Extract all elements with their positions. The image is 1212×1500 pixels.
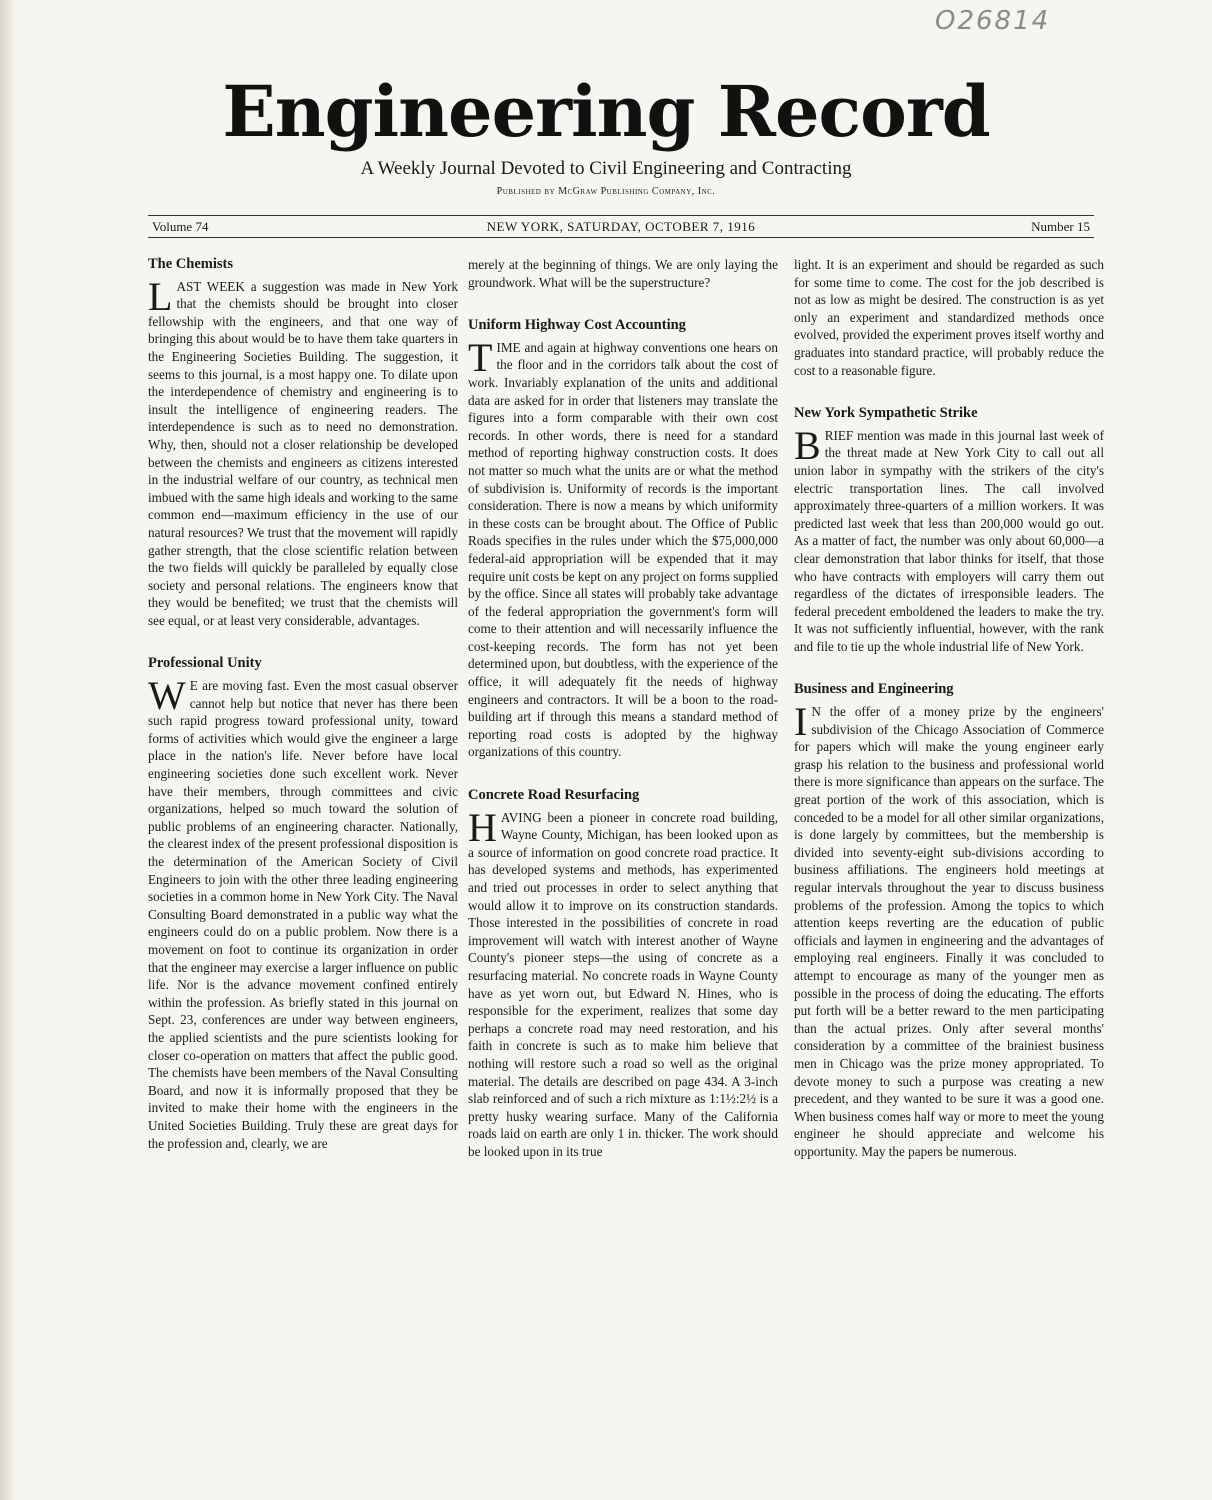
drop-cap: W: [148, 673, 186, 719]
article-text: N the offer of a money prize by the engineers' subdivision of the Chicago Association of Commerce for papers which will make the young engineer early grasp his relation to the business and professional world there is more significance than appears on the surface. The great portion of the work of this association, which is conceded to be a model for all other similar organizations, is done largely by committees, but the membership is divided into seventy-eight sub-divisions according to business affiliations. The engineers hold meetings at regular intervals throughout the year to discuss business problems of the profession. Among the topics to which attention keeps reverting are the education of public officials and laymen in engineering and the advantages of employing real engineers. Finally it was concluded to attempt to encourage as many of the younger men as possible in the process of doing the educating. The efforts put forth will be a better reward to the men participating than the actual prizes. Only after several months' consideration by a committee of the brainiest business men in Chicago was the prize money appropriated. To devote money to such a purpose was creating a new precedent, and they wanted to be sure it was a good one. When business comes half way or more to meet the young engineer he should appreciate and welcome his opportunity. May the papers be numerous.: [794, 704, 1104, 1159]
column-3: [794, 256, 1104, 1481]
column-2: [468, 256, 778, 1481]
article-heading: Business and Engineering: [794, 681, 954, 698]
journal-subtitle: A Weekly Journal Devoted to Civil Engineering and Contracting: [360, 158, 852, 179]
article-text: E are moving fast. Even the most casual observer cannot help but notice that never has there been such rapid progress toward professional unity, toward forms of activities which would give the engineer a large place in the nation's life. Never before have local engineering societies done such excellent work. Never have their members, through committees and civic organizations, helped so much toward the solution of public problems of an engineering character. Nationally, the clearest index of the present professional disposition is the determination of the American Society of Civil Engineers to join with the other three leading engineering societies in a common home in New York City. The Naval Consulting Board demonstrated in a public way what the engineers could do on a public problem. Now there is a movement on foot to continue its organization in order that the engineer may exercise a larger influence on public life. Nor is the advance movement confined entirely within the profession. As briefly stated in this journal on Sept. 23, conferences are under way between engineers, the applied scientists and the pure scientists looking for closer co-operation on matters that affect the public good. The chemists have been members of the Naval Consulting Board, and now it is informally proposed that they be invited to make their home with the engineers in the United Societies Building. Truly these are great days for the profession and, clearly, we are: [148, 678, 458, 1151]
article-body: [468, 334, 778, 761]
drop-cap: H: [468, 804, 497, 850]
article-text: RIEF mention was made in this journal last week of the threat made at New York City to call out all union labor in sympathy with the strikers of the city's electric transportation lines. The call involved approximately three-quarters of a million workers. It was predicted last week that less than 200,000 would go out. As a matter of fact, the number was only about 60,000—a clear demonstration that labor thinks for itself, that those who have contracts with employers will carry them out regardless of the dictates of irresponsible leaders. The federal precedent emboldened the leaders to make the try. It was not sufficiently influential, however, with the rank and file to tie up the whole industrial life of New York.: [794, 427, 1104, 654]
article-body: [468, 804, 778, 1161]
article-professional-unity: [148, 655, 458, 1152]
article-highway-cost-accounting: [468, 317, 778, 761]
article-heading: Uniform Highway Cost Accounting: [468, 317, 686, 334]
dateline-bar: [148, 215, 1094, 238]
drop-cap: T: [468, 334, 493, 380]
article-body: [794, 422, 1104, 656]
article-sympathetic-strike: [794, 405, 1104, 655]
article-the-chemists: [148, 256, 458, 629]
publisher-line: Published by McGraw Publishing Company, Inc.: [496, 186, 716, 197]
article-body: [794, 699, 1104, 1160]
drop-cap: I: [794, 699, 808, 745]
handwritten-note: O26814: [935, 6, 1051, 36]
issue-number: Number 15: [1031, 219, 1090, 234]
issue-date: NEW YORK, SATURDAY, OCTOBER 7, 1916: [486, 219, 756, 234]
article-concrete-road-resurfacing: [468, 787, 778, 1160]
volume-label: Volume 74: [152, 219, 209, 234]
page-binding-edge: [0, 0, 14, 1500]
column-1: [148, 256, 458, 1481]
article-body: [148, 673, 458, 1152]
article-continuation: light. It is an experiment and should be regarded as such for some time to come. The cost for the job described is not as low as might be desired. The construction is as yet only an experiment and standardized methods once evolved, provided the experiment proves itself worthy and graduates into standard practice, will probably reduce the cost to a reasonable figure.: [794, 257, 1104, 378]
article-heading: Professional Unity: [148, 655, 262, 672]
article-heading: New York Sympathetic Strike: [794, 405, 978, 422]
article-text: AST WEEK a suggestion was made in New York that the chemists should be brought into closer fellowship with the engineers, and that one way of bringing this about would be to have them take quarters in the Engineering Societies Building. The suggestion, it seems to this journal, is a most happy one. To dilate upon the interdependence of chemistry and engineering is to insult the intelligence of engineering readers. The interdependence is such as to need no demonstration. Why, then, should not a closer relationship be developed between the chemists and engineers as citizens interested in the industrial welfare of our country, as technical men imbued with the same high ideals and working to the same common end—maximum efficiency in the use of our natural resources? We trust that the movement will rapidly gather strength, that the close scientific relation between the two fields will quickly be paralleled by equally close society and personal relations. The engineers know that they would be benefited; we trust that the chemists will see equal, or at least very considerable, advantages.: [148, 278, 458, 628]
article-continuation: merely at the beginning of things. We are only laying the groundwork. What will be the superstructure?: [468, 257, 778, 290]
drop-cap: L: [148, 273, 173, 319]
article-text: AVING been a pioneer in concrete road building, Wayne County, Michigan, has been looked upon as a source of information on good concrete road practice. It has developed systems and methods, has experimented and tried out processes in order to select anything that would allow it to improve on its construction standards. Those interested in the possibilities of concrete in road improvement will watch with interest another of Wayne County's pioneer steps—the using of concrete as a resurfacing material. No concrete roads in Wayne County have as yet worn out, but Edward N. Hines, who is responsible for the experiment, realizes that some day perhaps a concrete road may need restoration, and his faith in concrete is such as to make him believe that nothing will restore such a road so well as the original material. The details are described on page 434. A 3-inch slab reinforced and of such a rich mixture as 1:1½:2½ is a pretty husky wearing surface. Many of the California roads laid on earth are only 1 in. thicker. The work should be looked upon in its true: [468, 809, 778, 1159]
article-heading: The Chemists: [148, 256, 233, 272]
drop-cap: B: [794, 422, 821, 468]
article-heading: Concrete Road Resurfacing: [468, 787, 640, 804]
article-body: [148, 273, 458, 630]
article-text: IME and again at highway conventions one hears on the floor and in the corridors talk about the cost of work. Invariably explanation of the units and additional data are asked for in order that listeners may translate the figures into a form comparable with their own cost records. In other words, there is need for a standard method of reporting highway construction costs. It does not matter so much what the units are or what the method of subdivision is. Uniformity of records is the important consideration. There is now a means by which uniformity in these costs can be brought about. The Office of Public Roads specifies in the rules under which the $75,000,000 federal-aid appropriation will be expended that it may require unit costs be kept on any project on forms supplied by the office. Since all states will probably take advantage of the federal appropriation the government's form will come to their attention and will necessarily influence the cost-keeping records. The form has not yet been determined upon, but doubtless, with the experience of the office, it will adequately fit the needs of highway engineers and contractors. It will be a boon to the road-building art if through this means a standard method of reporting road costs is adopted by the highway organizations of this country.: [468, 339, 778, 760]
article-business-and-engineering: [794, 681, 1104, 1160]
journal-title: Engineering Record: [222, 70, 990, 153]
masthead: [0, 70, 1212, 197]
